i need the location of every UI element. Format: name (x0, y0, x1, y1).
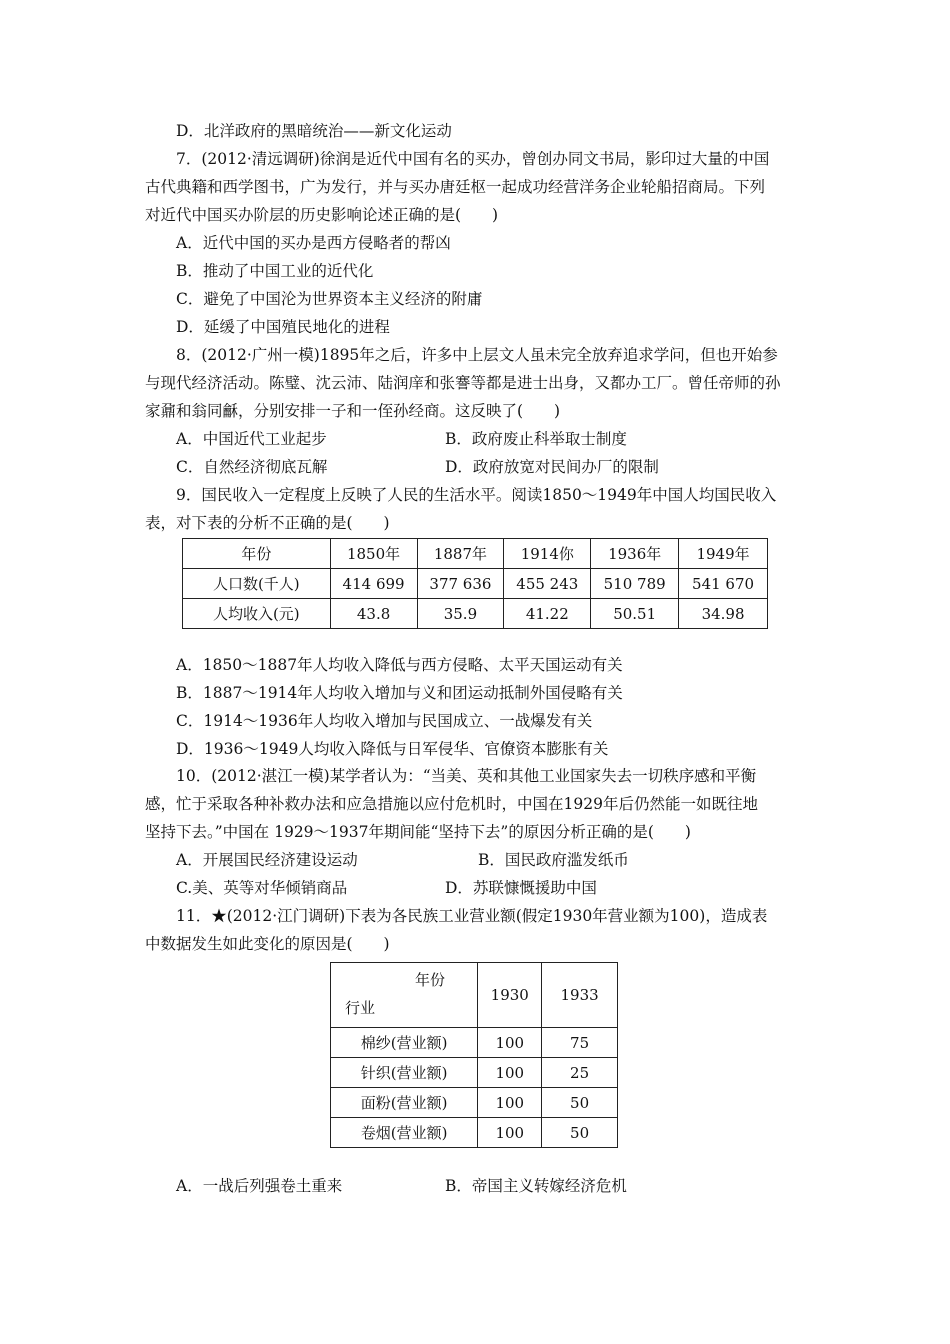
q9-option-a: A．1850～1887年人均收入降低与西方侵略、太平天国运动有关 (176, 656, 623, 674)
table-row (183, 569, 768, 599)
table-cell: 针织(营业额) (331, 1058, 478, 1088)
table-row (331, 1028, 618, 1058)
table-header-cell: 1936年 (591, 539, 679, 569)
q8-stem-line-3: 家鼐和翁同龢，分别安排一子和一侄孙经商。这反映了( ) (145, 402, 561, 420)
table-cell: 50 (542, 1088, 618, 1118)
table-cell: 棉纱(营业额) (331, 1028, 478, 1058)
table-cell: 100 (478, 1028, 542, 1058)
table-header-cell: 1930 (478, 963, 542, 1028)
table-row (331, 1118, 618, 1148)
q11-option-a: A．一战后列强卷土重来 (176, 1177, 343, 1195)
q8-stem-line-2: 与现代经济活动。陈璧、沈云沛、陆润庠和张謇等都是进士出身，又都办工厂。曾任帝师的孙 (145, 374, 781, 392)
q9-option-b: B．1887～1914年人均收入增加与义和团运动抵制外国侵略有关 (176, 684, 623, 702)
q10-stem-line-3: 坚持下去。”中国在 1929～1937年期间能“坚持下去”的原因分析正确的是( ) (145, 823, 691, 841)
table-cell: 41.22 (504, 599, 591, 629)
q7-option-b: B．推动了中国工业的近代化 (176, 262, 374, 280)
q8-stem-line-1: 8．(2012·广州一模)1895年之后，许多中上层文人虽未完全放弃追求学问，但也开始参 (176, 346, 778, 364)
corner-label-year: 年份 (415, 971, 446, 989)
table-cell: 43.8 (330, 599, 417, 629)
q11-option-b: B．帝国主义转嫁经济危机 (445, 1177, 627, 1195)
table-cell: 510 789 (591, 569, 679, 599)
q7-option-c: C．避免了中国沦为世界资本主义经济的附庸 (176, 290, 483, 308)
q7-option-d: D．延缓了中国殖民地化的进程 (176, 318, 390, 336)
q11-stem-line-2: 中数据发生如此变化的原因是( ) (145, 935, 390, 953)
table-cell: 414 699 (330, 569, 417, 599)
table-cell: 455 243 (504, 569, 591, 599)
table-cell: 面粉(营业额) (331, 1088, 478, 1118)
q9-stem-line-2: 表，对下表的分析不正确的是( ) (145, 514, 390, 532)
table-row (331, 1058, 618, 1088)
q7-option-a: A．近代中国的买办是西方侵略者的帮凶 (176, 234, 451, 252)
table-cell: 25 (542, 1058, 618, 1088)
table-corner-cell (331, 963, 478, 1028)
q10-option-d: D．苏联慷慨援助中国 (445, 879, 597, 897)
q9-option-c: C．1914～1936年人均收入增加与民国成立、一战爆发有关 (176, 712, 593, 730)
q7-stem-line-1: 7．(2012·清远调研)徐润是近代中国有名的买办，曾创办同文书局，影印过大量的中国 (176, 150, 770, 168)
table-header-cell: 1933 (542, 963, 618, 1028)
table-cell: 卷烟(营业额) (331, 1118, 478, 1148)
table-cell: 35.9 (417, 599, 504, 629)
table-header-row (331, 963, 618, 1028)
table-row (331, 1088, 618, 1118)
q8-option-d: D．政府放宽对民间办厂的限制 (445, 458, 659, 476)
q8-option-c: C．自然经济彻底瓦解 (176, 458, 328, 476)
table-header-cell: 1887年 (417, 539, 504, 569)
table-row (183, 599, 768, 629)
q9-stem-line-1: 9．国民收入一定程度上反映了人民的生活水平。阅读1850～1949年中国人均国民收入 (176, 486, 777, 504)
table-cell: 100 (478, 1118, 542, 1148)
table-cell: 75 (542, 1028, 618, 1058)
table-cell: 50 (542, 1118, 618, 1148)
table-cell: 100 (478, 1088, 542, 1118)
q10-stem-line-1: 10．(2012·湛江一模)某学者认为：“当美、英和其他工业国家失去一切秩序感和平衡 (176, 767, 757, 785)
q7-stem-line-2: 古代典籍和西学图书，广为发行，并与买办唐廷枢一起成功经营洋务企业轮船招商局。下列 (145, 178, 766, 196)
table-cell: 人口数(千人) (183, 569, 331, 599)
table-cell: 100 (478, 1058, 542, 1088)
q10-option-b: B．国民政府滥发纸币 (478, 851, 629, 869)
table-header-row (183, 539, 768, 569)
table-header-cell: 1850年 (330, 539, 417, 569)
q9-income-table (182, 538, 768, 629)
table-header-cell: 1949年 (679, 539, 768, 569)
table-cell: 人均收入(元) (183, 599, 331, 629)
q9-option-d: D．1936～1949人均收入降低与日军侵华、官僚资本膨胀有关 (176, 740, 609, 758)
q11-stem-line-1: 11．★(2012·江门调研)下表为各民族工业营业额(假定1930年营业额为100)，造成表 (176, 907, 768, 925)
q7-stem-line-3: 对近代中国买办阶层的历史影响论述正确的是( ) (145, 206, 499, 224)
q8-option-a: A．中国近代工业起步 (176, 430, 327, 448)
table-cell: 541 670 (679, 569, 768, 599)
q10-stem-line-2: 感，忙于采取各种补救办法和应急措施以应付危机时，中国在1929年后仍然能一如既往地 (145, 795, 758, 813)
corner-label-industry: 行业 (345, 999, 376, 1017)
table-cell: 34.98 (679, 599, 768, 629)
table-cell: 50.51 (591, 599, 679, 629)
table-header-cell: 年份 (183, 539, 331, 569)
table-header-cell: 1914你 (504, 539, 591, 569)
q11-revenue-table (330, 962, 618, 1148)
table-cell: 377 636 (417, 569, 504, 599)
q10-option-c: C.美、英等对华倾销商品 (176, 879, 348, 897)
q10-option-a: A．开展国民经济建设运动 (176, 851, 358, 869)
q8-option-b: B．政府废止科举取士制度 (445, 430, 627, 448)
q6-option-d: D．北洋政府的黑暗统治——新文化运动 (176, 122, 452, 140)
